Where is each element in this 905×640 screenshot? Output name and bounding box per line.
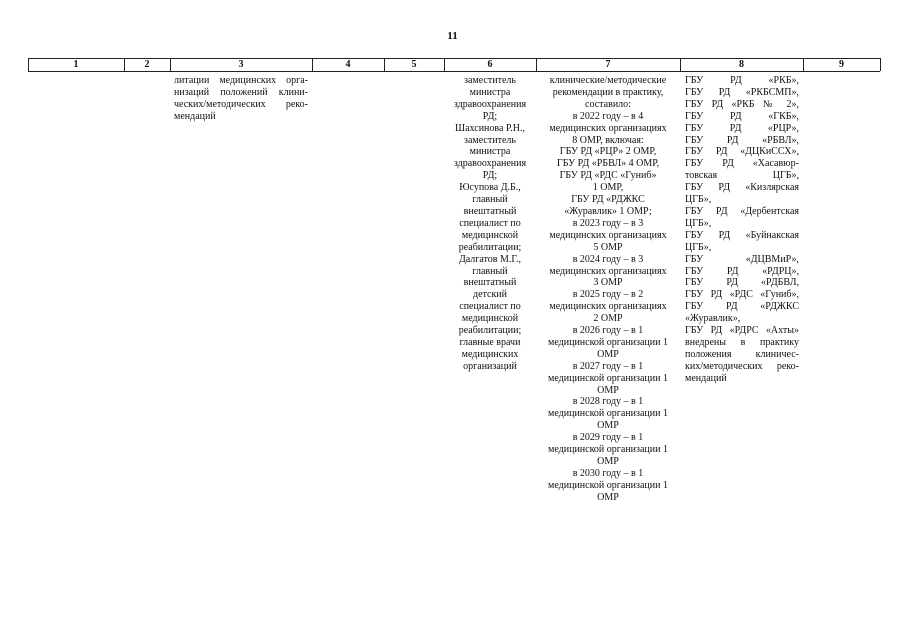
text-line: заместитель <box>464 75 516 86</box>
text-line: реабилитации; <box>458 325 522 337</box>
text-line: ГБУ РД «РКБ», <box>685 75 799 86</box>
cell-col6-responsible <box>446 75 534 373</box>
text-line: министра <box>469 86 511 98</box>
text-line: медицинских организациях <box>549 265 667 277</box>
cell-col3-text <box>174 75 308 123</box>
text-line: медицинской организации 1 <box>548 408 668 420</box>
column-number-6: 6 <box>487 59 493 70</box>
text-line: 5 ОМР <box>593 241 623 253</box>
text-line: медицинских организациях <box>549 229 667 241</box>
text-line: ГБУ РД «РДЖКС <box>685 301 799 313</box>
text-line: ГБУ РД «РДРЦ», <box>685 265 799 277</box>
text-line: ЦГБ», <box>685 241 712 253</box>
text-line: здравоохранения <box>453 158 527 170</box>
text-line: ОМР <box>597 348 619 360</box>
text-line: медицинской <box>461 313 519 325</box>
text-line: медицинской организации 1 <box>548 479 668 491</box>
text-line: ГБУ РД «РДС «Гуниб», <box>685 289 799 301</box>
text-line: ГБУ РД «РЦР» 2 ОМР, <box>559 146 657 158</box>
text-line: товская ЦГБ», <box>685 170 799 182</box>
text-line: внештатный <box>463 205 517 217</box>
text-line: клинические/методические <box>549 75 667 86</box>
text-line: 2 ОМР <box>593 313 623 325</box>
text-line: низаций положений клини- <box>174 86 308 98</box>
text-line: медицинских организациях <box>549 301 667 313</box>
text-line: ГБУ «ДЦВМиР», <box>685 253 799 265</box>
text-line: реабилитации; <box>458 241 522 253</box>
text-line: Шахсинова Р.Н., <box>455 122 525 134</box>
text-line: ОМР <box>597 491 619 503</box>
column-number-8: 8 <box>739 59 744 70</box>
text-line: в 2028 году – в 1 <box>572 396 644 408</box>
text-line: в 2030 году – в 1 <box>572 467 644 479</box>
text-line: здравоохранения <box>453 98 527 110</box>
text-line: заместитель <box>464 134 516 146</box>
text-line: ГБУ РД «ДЦКиССХ», <box>685 146 799 158</box>
text-line: ГБУ РД «РКБ № 2», <box>685 98 799 110</box>
text-line: ГБУ РД «РДЖКС <box>571 194 645 206</box>
text-line: РД; <box>482 170 498 182</box>
text-line: медицинских <box>461 348 519 360</box>
text-line: медицинской организации 1 <box>548 444 668 456</box>
column-number-1: 1 <box>73 59 79 70</box>
text-line: медицинской <box>461 229 519 241</box>
text-line: специалист по <box>459 301 521 313</box>
text-line: положения клиничес- <box>685 348 799 360</box>
text-line: главный <box>472 194 508 206</box>
text-line: ГБУ РД «Буйнакская <box>685 229 799 241</box>
text-line: 3 ОМР <box>593 277 623 289</box>
text-line: «Журавлик», <box>685 313 741 325</box>
text-line: медицинских организациях <box>549 122 667 134</box>
text-line: ОМР <box>597 420 619 432</box>
text-line: специалист по <box>459 217 521 229</box>
text-line: в 2027 году – в 1 <box>572 360 644 372</box>
text-line: министра <box>469 146 511 158</box>
text-line: 8 ОМР, включая: <box>572 134 644 146</box>
cell-col8-organizations <box>685 75 799 385</box>
text-line: внедрены в практику <box>685 336 799 348</box>
column-number-4: 4 <box>345 59 351 70</box>
text-line: главный <box>472 265 508 277</box>
text-line: мендаций <box>174 110 216 122</box>
cell-col7-results <box>538 75 678 504</box>
text-line: организаций <box>463 360 517 372</box>
text-line: ческих/методических реко- <box>174 98 308 110</box>
text-line: составило: <box>585 98 631 110</box>
text-line: литации медицинских орга- <box>174 75 308 86</box>
text-line: ГБУ РД «Кизлярская <box>685 182 799 194</box>
text-line: «Журавлик» 1 ОМР; <box>564 205 652 217</box>
text-line: в 2026 году – в 1 <box>572 325 644 337</box>
text-line: ГБУ РД «Хасавюр- <box>685 158 799 170</box>
text-line: Юсупова Д.Б., <box>459 182 521 194</box>
column-number-9: 9 <box>839 59 844 70</box>
text-line: ЦГБ», <box>685 194 712 206</box>
text-line: ГБУ РД «РБВЛ» 4 ОМР, <box>556 158 660 170</box>
text-line: ГБУ РД «Дербентская <box>685 205 799 217</box>
text-line: в 2025 году – в 2 <box>572 289 644 301</box>
table-header-bottom-border <box>28 71 880 72</box>
text-line: ГБУ РД «РБВЛ», <box>685 134 799 146</box>
text-line: ГБУ РД «РДРС «Ахты» <box>685 325 799 337</box>
text-line: ГБУ РД «РЦР», <box>685 122 799 134</box>
text-line: Далгатов М.Г., <box>458 253 522 265</box>
text-line: ГБУ РД «РКБСМП», <box>685 86 799 98</box>
column-number-3: 3 <box>238 59 244 70</box>
text-line: в 2024 году – в 3 <box>572 253 644 265</box>
text-line: внештатный <box>463 277 517 289</box>
text-line: медицинской организации 1 <box>548 372 668 384</box>
text-line: ких/методических реко- <box>685 360 799 372</box>
text-line: главные врачи <box>459 336 521 348</box>
text-line: рекомендации в практику, <box>552 86 664 98</box>
column-number-5: 5 <box>411 59 417 70</box>
page-number: 11 <box>447 30 458 42</box>
text-line: в 2022 году – в 4 <box>572 110 644 122</box>
column-number-2: 2 <box>144 59 150 70</box>
text-line: РД; <box>482 110 498 122</box>
text-line: в 2023 году – в 3 <box>572 217 644 229</box>
header-divider <box>880 58 881 71</box>
text-line: ГБУ РД «ГКБ», <box>685 110 799 122</box>
text-line: ГБУ РД «РДС «Гуниб» <box>559 170 657 182</box>
text-line: ОМР <box>597 384 619 396</box>
text-line: ЦГБ», <box>685 217 712 229</box>
column-number-7: 7 <box>605 59 611 70</box>
text-line: в 2029 году – в 1 <box>572 432 644 444</box>
text-line: медицинской организации 1 <box>548 336 668 348</box>
text-line: ОМР <box>597 456 619 467</box>
text-line: мендаций <box>685 372 727 384</box>
text-line: 1 ОМР, <box>592 182 624 194</box>
text-line: детский <box>472 289 508 301</box>
text-line: ГБУ РД «РДБВЛ, <box>685 277 799 289</box>
